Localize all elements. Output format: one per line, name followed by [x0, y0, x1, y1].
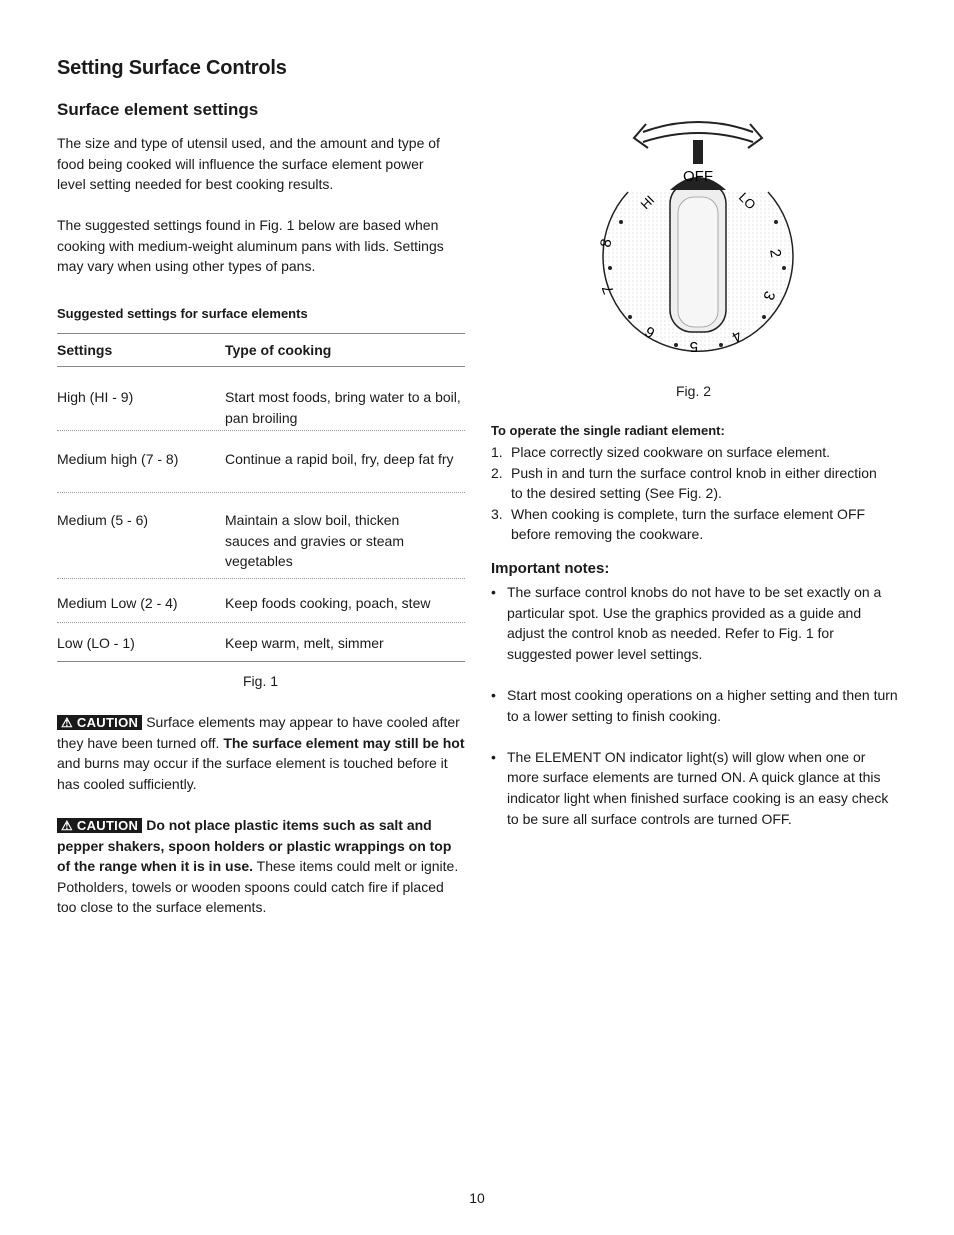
table-cell-setting: Medium Low (2 - 4): [57, 595, 178, 611]
knob-number: 6: [642, 322, 658, 342]
table-row-divider: [57, 492, 465, 493]
list-item: • Start most cooking operations on a higher setting and then turn to a lower setting to finish cooking.: [491, 686, 898, 724]
operate-steps: [491, 442, 881, 545]
table-header-settings: Settings: [57, 342, 113, 358]
table-cell-setting: Medium high (7 - 8): [57, 451, 179, 467]
caution-paragraph-1: ⚠ CAUTION Surface elements may appear to have cooled after they have been turned off. The surface element may still be hot and burns may occur if the surface element is touched before it has cooled sufficiently.: [57, 714, 465, 792]
list-item: • The surface control knobs do not have to be set exactly on a particular spot. Use the graphics provided as a guide and adjust the control knob as needed. Refer to Fig. 1 for suggested power level settings.: [491, 584, 882, 662]
knob-lo-label: LO: [735, 189, 759, 213]
table-cell-cooking: Continue a rapid boil, fry, deep fat fry: [225, 451, 454, 467]
table-cell-cooking: Start most foods, bring water to a boil, pan broiling: [225, 389, 461, 426]
knob-number: 7: [598, 282, 618, 297]
fig2-caption: Fig. 2: [676, 383, 712, 399]
notes-list: [491, 582, 901, 850]
table-header-cooking: Type of cooking: [225, 342, 332, 358]
rotate-arrow-icon: [643, 122, 753, 132]
list-item: • The ELEMENT ON indicator light(s) will glow when one or more surface elements are turned ON. A quick glance at this indicator light when finished surface cooking is an easy check to be sure all surface controls are turned OFF.: [491, 748, 889, 827]
list-item: 1. Place correctly sized cookware on surface element.: [491, 444, 831, 460]
table-cell-cooking: Keep warm, melt, simmer: [225, 635, 384, 651]
table-cell-setting: Medium (5 - 6): [57, 512, 149, 528]
table-bottom-rule: [57, 661, 465, 662]
operate-title: To operate the single radiant element:: [491, 423, 725, 438]
caution-paragraph-2: ⚠ CAUTION Do not place plastic items such as salt and pepper shakers, spoon holders or plastic wrappings on top of the range when it is in use. These items could melt or ignite. Potholders, towels or wooden spoons could catch fire if placed too close to the surface elements.: [57, 817, 459, 916]
section-title: Surface element settings: [57, 100, 259, 119]
knob-number: 2: [766, 247, 785, 259]
table-cell-setting: Low (LO - 1): [57, 635, 135, 651]
table-cell-cooking: Maintain a slow boil, thicken sauces and gravies or steam vegetables: [225, 512, 404, 570]
table-title: Suggested settings for surface elements: [57, 306, 308, 321]
list-item: 2. Push in and turn the surface control knob in either direction to the desired setting (See Fig. 2).: [491, 464, 877, 502]
knob-hi-label: HI: [637, 192, 658, 213]
caution-badge: ⚠ CAUTION: [57, 818, 142, 833]
knob-number: 5: [689, 338, 698, 355]
notes-title: Important notes:: [491, 560, 610, 577]
fig1-caption: Fig. 1: [243, 673, 279, 689]
table-cell-cooking: Keep foods cooking, poach, stew: [225, 595, 431, 611]
intro-paragraph-1: The size and type of utensil used, and the amount and type of food being cooked will influence the surface element power level setting needed for best cooking results.: [57, 135, 440, 193]
knob-number: 3: [759, 288, 779, 303]
knob-number: 8: [597, 237, 616, 249]
knob-number: 4: [728, 326, 745, 346]
table-top-rule: [57, 333, 465, 334]
page-title: Setting Surface Controls: [57, 57, 287, 79]
knob-off-label: OFF: [683, 168, 713, 185]
list-item: 3. When cooking is complete, turn the surface element OFF before removing the cookware.: [491, 505, 866, 543]
table-row-divider: [57, 430, 465, 431]
intro-paragraph-2: The suggested settings found in Fig. 1 below are based when cooking with medium-weight aluminum pans with lids. Settings may vary when using other types of pans.: [57, 217, 444, 275]
table-header-rule: [57, 366, 465, 367]
table-cell-setting: High (HI - 9): [57, 389, 134, 405]
table-row-divider: [57, 578, 465, 579]
table-row-divider: [57, 622, 465, 623]
page-number: 10: [469, 1190, 485, 1206]
caution-badge: ⚠ CAUTION: [57, 715, 142, 730]
surface-control-knob-diagram: [588, 112, 808, 362]
